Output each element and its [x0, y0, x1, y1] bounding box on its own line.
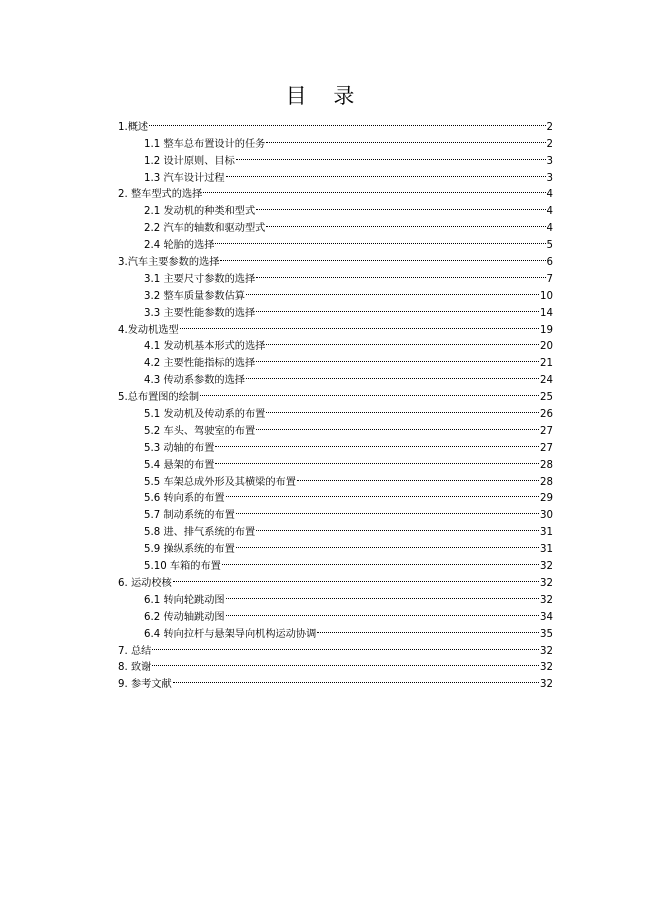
toc-entry-page-number: 32 [540, 645, 553, 657]
toc-entry-page-number: 32 [540, 561, 553, 573]
toc-entry[interactable] [118, 316, 553, 336]
toc-entry-page-number: 31 [540, 527, 553, 539]
toc-entry-label: 4.1 发动机基本形式的选择 [144, 341, 266, 353]
toc-entry[interactable] [118, 113, 553, 133]
dot-leader [172, 670, 540, 687]
toc-entry[interactable] [118, 637, 553, 657]
toc-entry-label: 4.发动机选型 [118, 324, 179, 336]
toc-entry-label: 3.汽车主要参数的选择 [118, 257, 220, 269]
toc-entry-page-number: 21 [540, 358, 553, 370]
dot-leader [172, 569, 540, 586]
toc-entry-label: 3.1 主要尺寸参数的选择 [144, 273, 256, 285]
toc-entry-page-number: 31 [540, 544, 553, 556]
toc-entry-label: 5.8 进、排气系统的布置 [144, 527, 256, 539]
dot-leader [265, 333, 540, 350]
table-of-contents [118, 113, 553, 691]
toc-entry-label: 2. 整车型式的选择 [118, 189, 203, 201]
dot-leader [245, 282, 540, 299]
dot-leader [221, 552, 540, 569]
toc-entry[interactable] [118, 333, 553, 353]
toc-entry-page-number: 35 [540, 628, 553, 640]
toc-entry-page-number: 32 [540, 662, 553, 674]
toc-entry-label: 1.概述 [118, 121, 149, 133]
dot-leader [202, 181, 546, 198]
toc-entry-page-number: 5 [546, 240, 553, 252]
dot-leader [316, 620, 540, 637]
dot-leader [265, 400, 540, 417]
dot-leader [199, 383, 540, 400]
toc-entry-page-number: 4 [546, 223, 553, 235]
toc-entry-page-number: 32 [540, 679, 553, 691]
dot-leader [235, 147, 547, 164]
toc-entry-label: 3.2 整车质量参数估算 [144, 290, 245, 302]
toc-entry-label: 5.总布置图的绘制 [118, 392, 200, 404]
toc-entry-label: 5.2 车头、驾驶室的布置 [144, 425, 256, 437]
toc-entry-page-number: 28 [540, 459, 553, 471]
dot-leader [255, 299, 540, 316]
toc-entry-label: 5.7 制动系统的布置 [144, 510, 235, 522]
toc-entry-page-number: 32 [540, 594, 553, 606]
toc-entry-label: 6.1 转向轮跳动图 [144, 594, 225, 606]
dot-leader [265, 214, 546, 231]
dot-leader [225, 586, 540, 603]
toc-entry-label: 4.2 主要性能指标的选择 [144, 358, 256, 370]
toc-entry[interactable] [118, 586, 553, 606]
toc-entry-page-number: 3 [546, 172, 553, 184]
toc-entry-label: 6.2 传动轴跳动图 [144, 611, 225, 623]
toc-entry-page-number: 27 [540, 425, 553, 437]
toc-entry-page-number: 27 [540, 442, 553, 454]
toc-entry-label: 5.6 转向系的布置 [144, 493, 225, 505]
toc-entry[interactable] [118, 130, 553, 150]
toc-entry[interactable] [118, 654, 553, 674]
toc-entry-page-number: 10 [540, 290, 553, 302]
toc-entry-page-number: 6 [546, 257, 553, 269]
toc-entry-label: 6. 运动校核 [118, 577, 172, 589]
toc-entry-page-number: 29 [540, 493, 553, 505]
toc-entry-page-number: 19 [540, 324, 553, 336]
toc-entry-page-number: 3 [546, 155, 553, 167]
dot-leader [179, 316, 540, 333]
toc-entry-label: 5.3 动轴的布置 [144, 442, 215, 454]
toc-entry-label: 1.2 设计原则、目标 [144, 155, 235, 167]
toc-entry-label: 4.3 传动系参数的选择 [144, 375, 245, 387]
toc-entry-label: 2.2 汽车的轴数和驱动型式 [144, 223, 266, 235]
toc-entry-label: 5.1 发动机及传动系的布置 [144, 409, 266, 421]
toc-entry-page-number: 20 [540, 341, 553, 353]
dot-leader [235, 535, 540, 552]
dot-leader [214, 434, 540, 451]
toc-entry-label: 6.4 转向拉杆与悬架导向机构运动协调 [144, 628, 317, 640]
toc-entry-label: 3.3 主要性能参数的选择 [144, 307, 256, 319]
toc-entry-page-number: 14 [540, 307, 553, 319]
dot-leader [255, 265, 546, 282]
toc-entry-page-number: 7 [546, 273, 553, 285]
toc-entry[interactable] [118, 569, 553, 589]
toc-entry-label: 5.4 悬架的布置 [144, 459, 215, 471]
dot-leader [255, 349, 540, 366]
toc-entry[interactable] [118, 670, 553, 691]
toc-entry-label: 7. 总结 [118, 645, 152, 657]
dot-leader [219, 248, 546, 265]
toc-entry-page-number: 2 [546, 138, 553, 150]
toc-entry-label: 8. 致谢 [118, 662, 152, 674]
toc-entry-label: 5.5 车架总成外形及其横梁的布置 [144, 476, 296, 488]
toc-entry-page-number: 26 [540, 409, 553, 421]
dot-leader [151, 637, 540, 654]
dot-leader [296, 468, 540, 485]
dot-leader [151, 654, 540, 671]
toc-entry-label: 9. 参考文献 [118, 679, 172, 691]
toc-entry-page-number: 24 [540, 375, 553, 387]
toc-entry-page-number: 4 [546, 189, 553, 201]
toc-entry-page-number: 4 [546, 206, 553, 218]
dot-leader [265, 130, 546, 147]
dot-leader [148, 113, 546, 130]
dot-leader [214, 231, 546, 248]
dot-leader [255, 197, 546, 214]
toc-entry-page-number: 2 [546, 121, 553, 133]
toc-entry-page-number: 32 [540, 577, 553, 589]
toc-entry-label: 5.9 操纵系统的布置 [144, 544, 235, 556]
toc-entry-label: 2.4 轮胎的选择 [144, 240, 215, 252]
dot-leader [235, 501, 540, 518]
toc-entry-label: 1.1 整车总布置设计的任务 [144, 138, 266, 150]
dot-leader [225, 485, 540, 502]
dot-leader [245, 366, 540, 383]
dot-leader [255, 417, 540, 434]
dot-leader [225, 164, 547, 181]
dot-leader [225, 603, 540, 620]
toc-entry-label: 5.10 车箱的布置 [144, 561, 221, 573]
toc-entry-page-number: 28 [540, 476, 553, 488]
toc-entry-page-number: 30 [540, 510, 553, 522]
toc-title: 目 录 [285, 84, 365, 108]
toc-entry-label: 2.1 发动机的种类和型式 [144, 206, 256, 218]
dot-leader [214, 451, 540, 468]
toc-entry-page-number: 34 [540, 611, 553, 623]
toc-entry-page-number: 25 [540, 392, 553, 404]
toc-entry-label: 1.3 汽车设计过程 [144, 172, 225, 184]
dot-leader [255, 518, 540, 535]
